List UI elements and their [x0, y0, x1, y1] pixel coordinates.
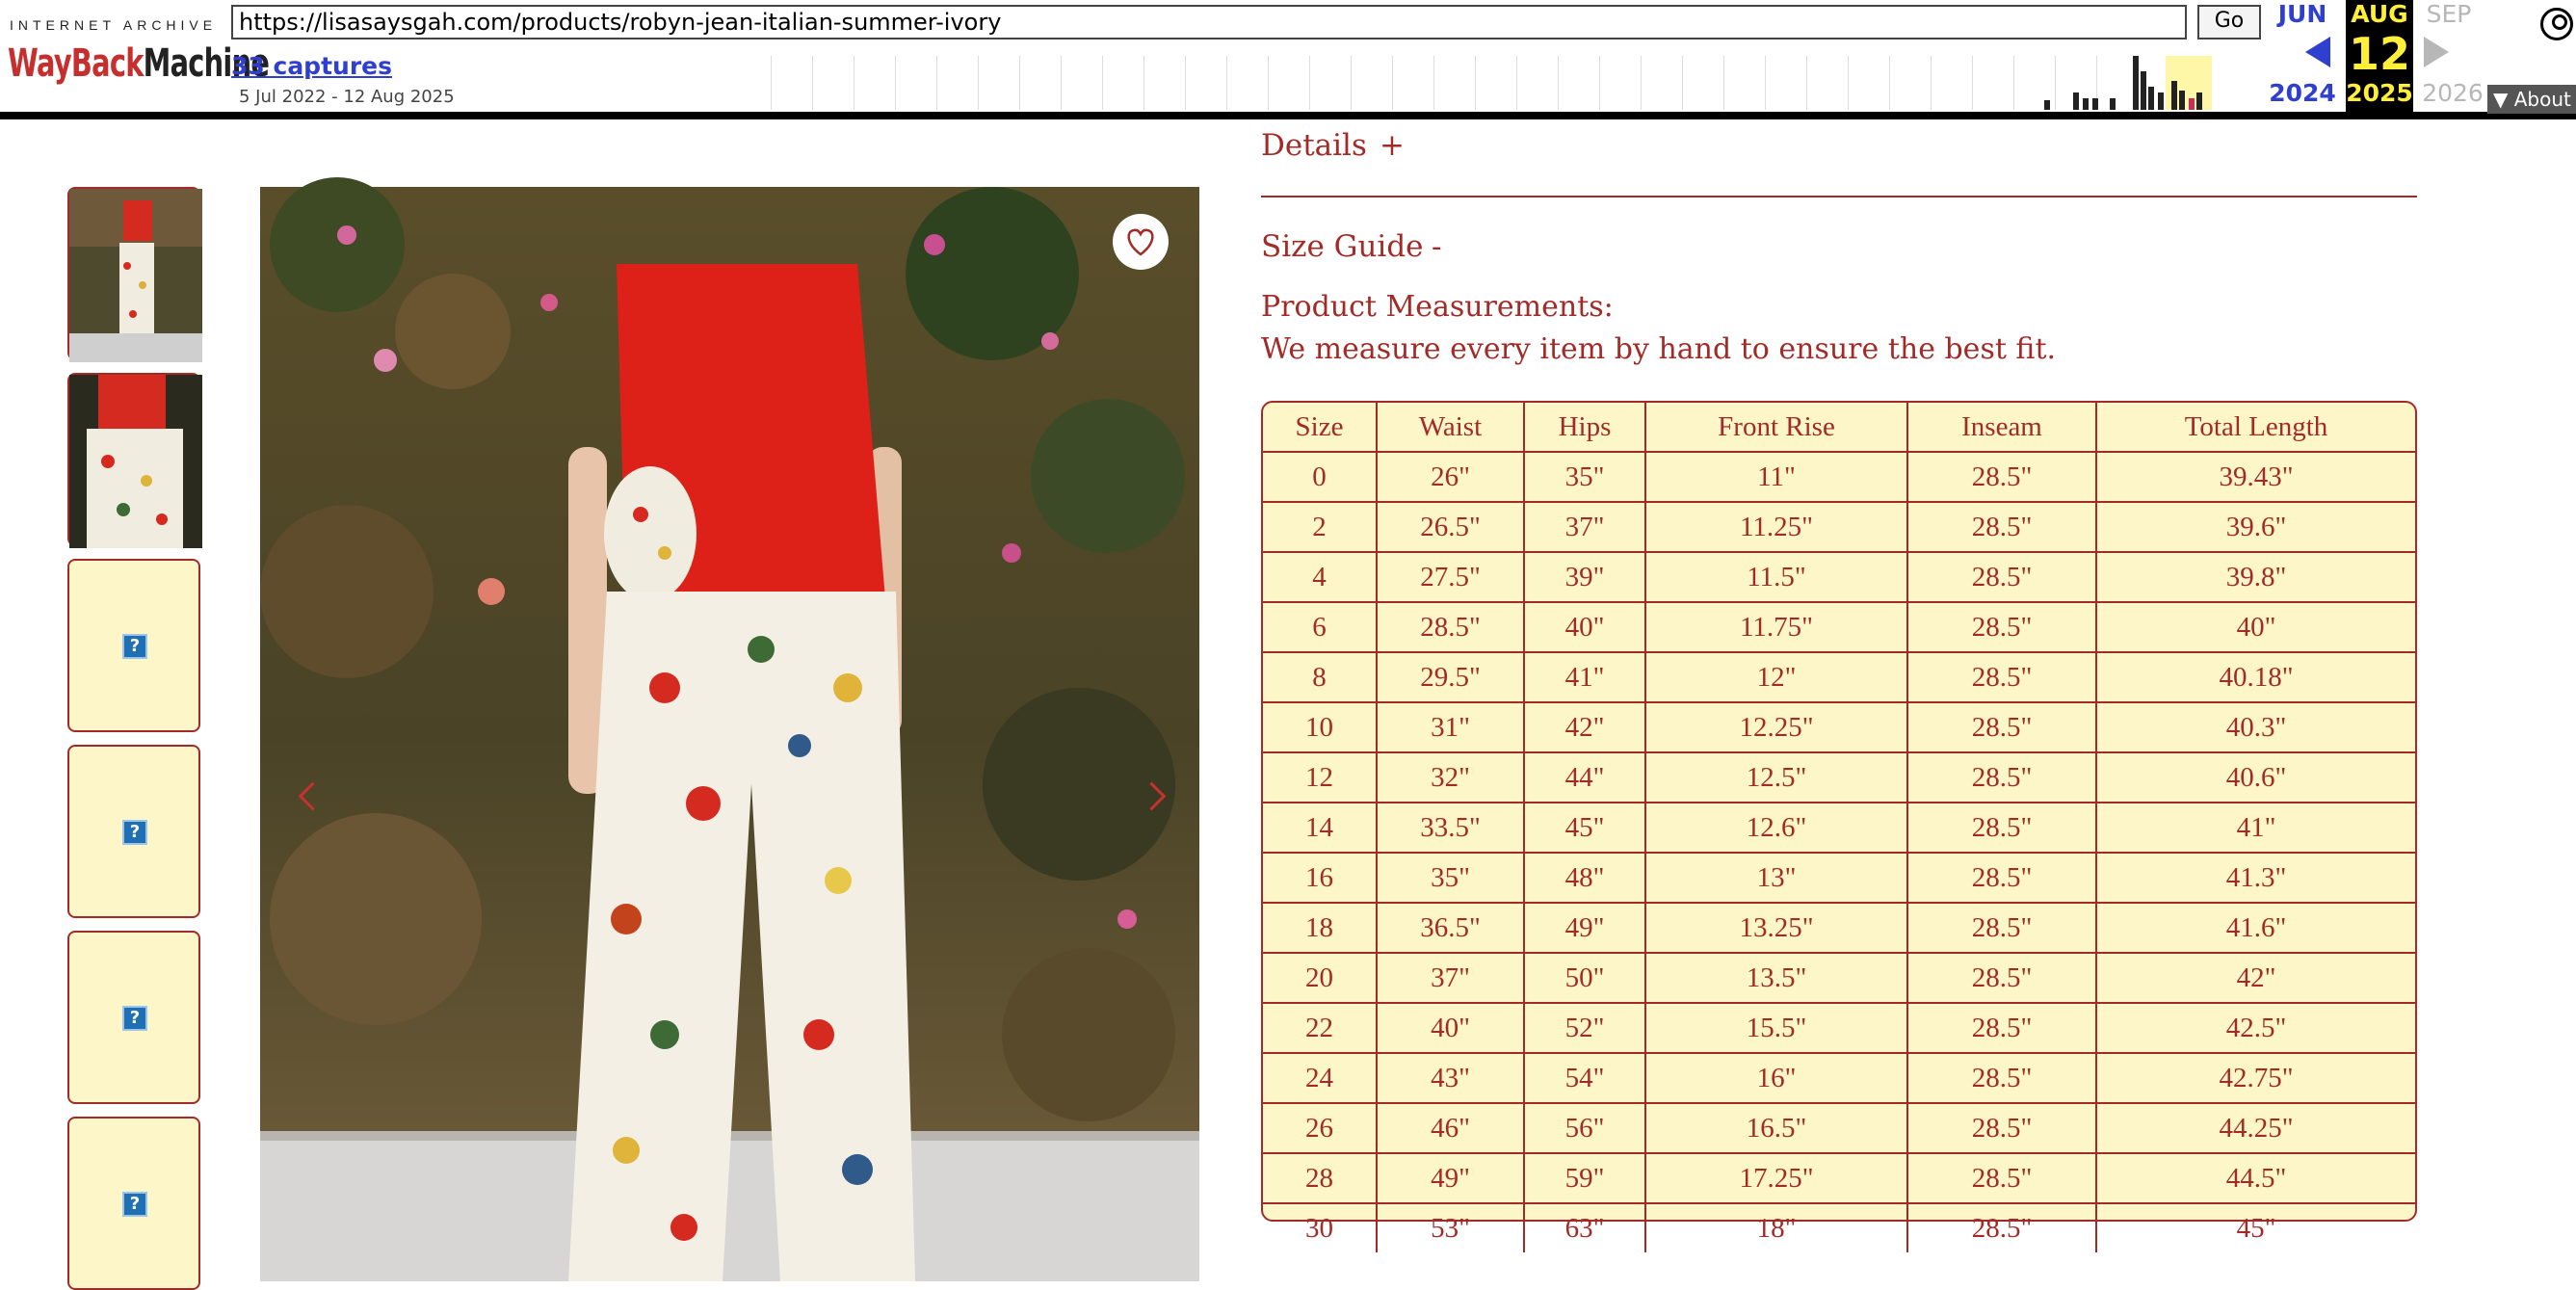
table-cell: 17.25" — [1645, 1153, 1907, 1203]
size-guide-toggle[interactable]: Size Guide — [1261, 229, 1424, 264]
measurements-subtitle: We measure every item by hand to ensure the best fit. — [1261, 332, 2057, 366]
table-cell: 53" — [1377, 1203, 1524, 1252]
wayback-logo-wordmark: WayBackMachine — [8, 41, 270, 86]
table-cell: 52" — [1524, 1003, 1645, 1053]
table-cell: 11.5" — [1645, 552, 1907, 602]
caret-down-icon: ▼ — [2493, 88, 2514, 111]
table-cell: 40.3" — [2096, 702, 2415, 752]
captures-link[interactable]: 33 captures — [231, 52, 392, 80]
sparkline-year-tick — [1309, 56, 1310, 110]
table-row — [1263, 702, 2415, 752]
plus-icon[interactable]: + — [1380, 128, 1405, 163]
sparkline-bar — [2133, 56, 2139, 110]
size-chart-table — [1261, 401, 2417, 1244]
table-cell: 35" — [1377, 853, 1524, 903]
sparkline-year-tick — [1889, 56, 1890, 110]
sparkline-year-tick — [1433, 56, 1434, 110]
table-cell: 8 — [1263, 652, 1377, 702]
table-cell: 28.5" — [1907, 1153, 2096, 1203]
table-cell: 44.25" — [2096, 1103, 2415, 1153]
main-product-image[interactable] — [260, 187, 1199, 1281]
table-cell: 45" — [2096, 1203, 2415, 1252]
table-row — [1263, 652, 2415, 702]
table-cell: 28.5" — [1907, 1103, 2096, 1153]
thumbnail-image-1 — [69, 189, 202, 362]
table-cell: 50" — [1524, 953, 1645, 1003]
table-cell: 26" — [1377, 452, 1524, 502]
table-row — [1263, 803, 2415, 853]
sparkline-year-tick — [2055, 56, 2056, 110]
table-cell: 10 — [1263, 702, 1377, 752]
table-cell: 42.5" — [2096, 1003, 2415, 1053]
column-header: Hips — [1524, 403, 1645, 452]
broken-image-icon: ? — [122, 820, 147, 845]
sparkline-year-tick — [1972, 56, 1973, 110]
table-cell: 28.5" — [1907, 502, 2096, 552]
table-cell: 45" — [1524, 803, 1645, 853]
table-cell: 44" — [1524, 752, 1645, 803]
table-cell: 4 — [1263, 552, 1377, 602]
next-capture-arrow-icon — [2424, 37, 2449, 67]
table-cell: 11.25" — [1645, 502, 1907, 552]
about-label: About — [2513, 88, 2571, 111]
wayback-logo-top: INTERNET ARCHIVE — [10, 17, 218, 33]
table-cell: 54" — [1524, 1053, 1645, 1103]
sparkline-year-tick — [1558, 56, 1559, 110]
table-cell: 37" — [1524, 502, 1645, 552]
broken-image-icon: ? — [122, 1006, 147, 1031]
wayback-logo[interactable] — [8, 13, 270, 91]
table-cell: 30 — [1263, 1203, 1377, 1252]
favorite-button[interactable] — [1113, 214, 1169, 270]
sparkline-year-tick — [1351, 56, 1352, 110]
table-cell: 42.75" — [2096, 1053, 2415, 1103]
table-cell: 39" — [1524, 552, 1645, 602]
table-cell: 39.6" — [2096, 502, 2415, 552]
table-cell: 2 — [1263, 502, 1377, 552]
table-cell: 49" — [1377, 1153, 1524, 1203]
thumbnail-3[interactable] — [67, 559, 200, 732]
table-cell: 12" — [1645, 652, 1907, 702]
about-button[interactable] — [2487, 85, 2576, 114]
table-cell: 63" — [1524, 1203, 1645, 1252]
table-row — [1263, 853, 2415, 903]
sparkline-year-tick — [1226, 56, 1227, 110]
sparkline-year-tick — [1806, 56, 1807, 110]
sparkline-bar — [2148, 87, 2154, 110]
table-row — [1263, 1053, 2415, 1103]
table-cell: 32" — [1377, 752, 1524, 803]
sparkline-year-tick — [1143, 56, 1144, 110]
table-cell: 26.5" — [1377, 502, 1524, 552]
table-cell: 0 — [1263, 452, 1377, 502]
current-day: 12 — [2348, 28, 2410, 80]
table-cell: 13" — [1645, 853, 1907, 903]
current-year: 2025 — [2346, 79, 2413, 107]
column-header: Inseam — [1907, 403, 2096, 452]
table-cell: 59" — [1524, 1153, 1645, 1203]
table-cell: 46" — [1377, 1103, 1524, 1153]
table-cell: 12.6" — [1645, 803, 1907, 853]
sparkline-bar — [2073, 92, 2079, 110]
table-cell: 28.5" — [1907, 1203, 2096, 1252]
sparkline-bar — [2171, 81, 2177, 110]
table-cell: 42" — [1524, 702, 1645, 752]
table-row — [1263, 552, 2415, 602]
table-cell: 40" — [1524, 602, 1645, 652]
sparkline-year-tick — [1765, 56, 1766, 110]
table-cell: 11" — [1645, 452, 1907, 502]
table-cell: 35" — [1524, 452, 1645, 502]
table-cell: 6 — [1263, 602, 1377, 652]
table-cell: 37" — [1377, 953, 1524, 1003]
thumbnail-5[interactable] — [67, 931, 200, 1104]
table-cell: 40.6" — [2096, 752, 2415, 803]
prev-capture-arrow-icon[interactable] — [2305, 37, 2330, 67]
capture-sparkline[interactable] — [771, 56, 2216, 110]
table-cell: 56" — [1524, 1103, 1645, 1153]
thumbnail-6[interactable] — [67, 1117, 200, 1290]
table-cell: 31" — [1377, 702, 1524, 752]
table-row — [1263, 452, 2415, 502]
table-cell: 28.5" — [1377, 602, 1524, 652]
next-year-label: 2026 — [2422, 79, 2484, 107]
prev-month-link[interactable]: JUN — [2277, 0, 2327, 28]
heart-icon — [1113, 214, 1169, 270]
product-photo — [260, 187, 1199, 1281]
sparkline-year-tick — [895, 56, 896, 110]
table-cell: 40" — [2096, 602, 2415, 652]
minus-icon[interactable]: - — [1432, 229, 1442, 264]
table-cell: 39.8" — [2096, 552, 2415, 602]
table-row — [1263, 1203, 2415, 1252]
table-cell: 28.5" — [1907, 602, 2096, 652]
table-cell: 28.5" — [1907, 702, 2096, 752]
sparkline-year-tick — [1061, 56, 1062, 110]
table-cell: 39.43" — [2096, 452, 2415, 502]
prev-year-link[interactable]: 2024 — [2269, 79, 2336, 107]
sparkline-bar — [2158, 92, 2164, 110]
table-cell: 44.5" — [2096, 1153, 2415, 1203]
table-cell: 13.25" — [1645, 903, 1907, 953]
table-cell: 12.5" — [1645, 752, 1907, 803]
capture-range: 5 Jul 2022 - 12 Aug 2025 — [239, 87, 455, 107]
table-cell: 20 — [1263, 953, 1377, 1003]
table-cell: 15.5" — [1645, 1003, 1907, 1053]
size-chart-header — [1263, 403, 2415, 452]
table-cell: 42" — [2096, 953, 2415, 1003]
table-cell: 28.5" — [1907, 652, 2096, 702]
sparkline-bar — [2083, 98, 2089, 110]
table-cell: 48" — [1524, 853, 1645, 903]
thumbnail-2[interactable] — [67, 373, 200, 546]
broken-image-icon: ? — [122, 1192, 147, 1217]
table-cell: 14 — [1263, 803, 1377, 853]
table-cell: 12.25" — [1645, 702, 1907, 752]
sparkline-year-tick — [1019, 56, 1020, 110]
sparkline-year-tick — [771, 56, 772, 110]
broken-image-icon: ? — [122, 634, 147, 659]
table-cell: 41" — [2096, 803, 2415, 853]
go-button[interactable]: Go — [2197, 5, 2261, 39]
column-header: Total Length — [2096, 403, 2415, 452]
details-toggle[interactable]: Details — [1261, 128, 1367, 163]
sparkline-year-tick — [1848, 56, 1849, 110]
user-icon[interactable] — [2540, 8, 2573, 40]
current-capture-date — [2346, 0, 2413, 112]
sparkline-year-tick — [1268, 56, 1269, 110]
sparkline-bar — [2141, 71, 2146, 110]
table-cell: 11.75" — [1645, 602, 1907, 652]
table-cell: 18 — [1263, 903, 1377, 953]
table-cell: 29.5" — [1377, 652, 1524, 702]
table-cell: 22 — [1263, 1003, 1377, 1053]
sparkline-year-tick — [1599, 56, 1600, 110]
table-cell: 26 — [1263, 1103, 1377, 1153]
sparkline-bar — [2044, 100, 2050, 110]
table-cell: 16.5" — [1645, 1103, 1907, 1153]
table-row — [1263, 903, 2415, 953]
table-cell: 28.5" — [1907, 452, 2096, 502]
table-row — [1263, 502, 2415, 552]
thumbnail-image-2 — [69, 375, 202, 548]
table-cell: 28.5" — [1907, 1003, 2096, 1053]
table-row — [1263, 602, 2415, 652]
table-cell: 36.5" — [1377, 903, 1524, 953]
current-month: AUG — [2351, 0, 2408, 28]
table-cell: 28.5" — [1907, 903, 2096, 953]
sparkline-year-tick — [936, 56, 937, 110]
sparkline-year-tick — [1475, 56, 1476, 110]
table-cell: 24 — [1263, 1053, 1377, 1103]
table-cell: 28 — [1263, 1153, 1377, 1203]
sparkline-year-tick — [1723, 56, 1724, 110]
sparkline-year-tick — [1682, 56, 1683, 110]
table-cell: 41" — [1524, 652, 1645, 702]
table-row — [1263, 1103, 2415, 1153]
table-cell: 28.5" — [1907, 552, 2096, 602]
table-cell: 43" — [1377, 1053, 1524, 1103]
sparkline-year-tick — [1185, 56, 1186, 110]
column-header: Front Rise — [1645, 403, 1907, 452]
table-cell: 16" — [1645, 1053, 1907, 1103]
table-cell: 12 — [1263, 752, 1377, 803]
sparkline-year-tick — [2013, 56, 2014, 110]
sparkline-bar — [2189, 98, 2195, 110]
sparkline-bar — [2092, 98, 2098, 110]
thumbnail-4[interactable] — [67, 745, 200, 918]
table-cell: 13.5" — [1645, 953, 1907, 1003]
sparkline-year-tick — [1516, 56, 1517, 110]
sparkline-bar — [2110, 98, 2116, 110]
table-cell: 40" — [1377, 1003, 1524, 1053]
column-header: Waist — [1377, 403, 1524, 452]
table-row — [1263, 1153, 2415, 1203]
thumbnail-1[interactable] — [67, 187, 200, 360]
sparkline-bar — [2196, 92, 2202, 110]
sparkline-year-tick — [812, 56, 813, 110]
next-month-label: SEP — [2426, 0, 2472, 28]
table-row — [1263, 752, 2415, 803]
table-row — [1263, 953, 2415, 1003]
table-cell: 41.6" — [2096, 903, 2415, 953]
divider — [1261, 196, 2417, 197]
sparkline-year-tick — [978, 56, 979, 110]
table-cell: 28.5" — [1907, 953, 2096, 1003]
sparkline-year-tick — [1641, 56, 1642, 110]
table-cell: 49" — [1524, 903, 1645, 953]
table-cell: 18" — [1645, 1203, 1907, 1252]
table-cell: 40.18" — [2096, 652, 2415, 702]
table-cell: 28.5" — [1907, 1053, 2096, 1103]
table-cell: 27.5" — [1377, 552, 1524, 602]
table-cell: 33.5" — [1377, 803, 1524, 853]
sparkline-bar — [2179, 91, 2185, 110]
column-header: Size — [1263, 403, 1377, 452]
table-cell: 41.3" — [2096, 853, 2415, 903]
table-row — [1263, 1003, 2415, 1053]
table-cell: 16 — [1263, 853, 1377, 903]
table-cell: 28.5" — [1907, 803, 2096, 853]
wayback-toolbar — [0, 0, 2576, 119]
table-cell: 28.5" — [1907, 752, 2096, 803]
sparkline-year-tick — [1102, 56, 1103, 110]
measurements-title: Product Measurements: — [1261, 290, 1614, 324]
sparkline-year-tick — [1392, 56, 1393, 110]
sparkline-year-tick — [1931, 56, 1932, 110]
table-cell: 28.5" — [1907, 853, 2096, 903]
url-input[interactable]: https://lisasaysgah.com/products/robyn-jean-italian-summer-ivory — [231, 5, 2187, 39]
